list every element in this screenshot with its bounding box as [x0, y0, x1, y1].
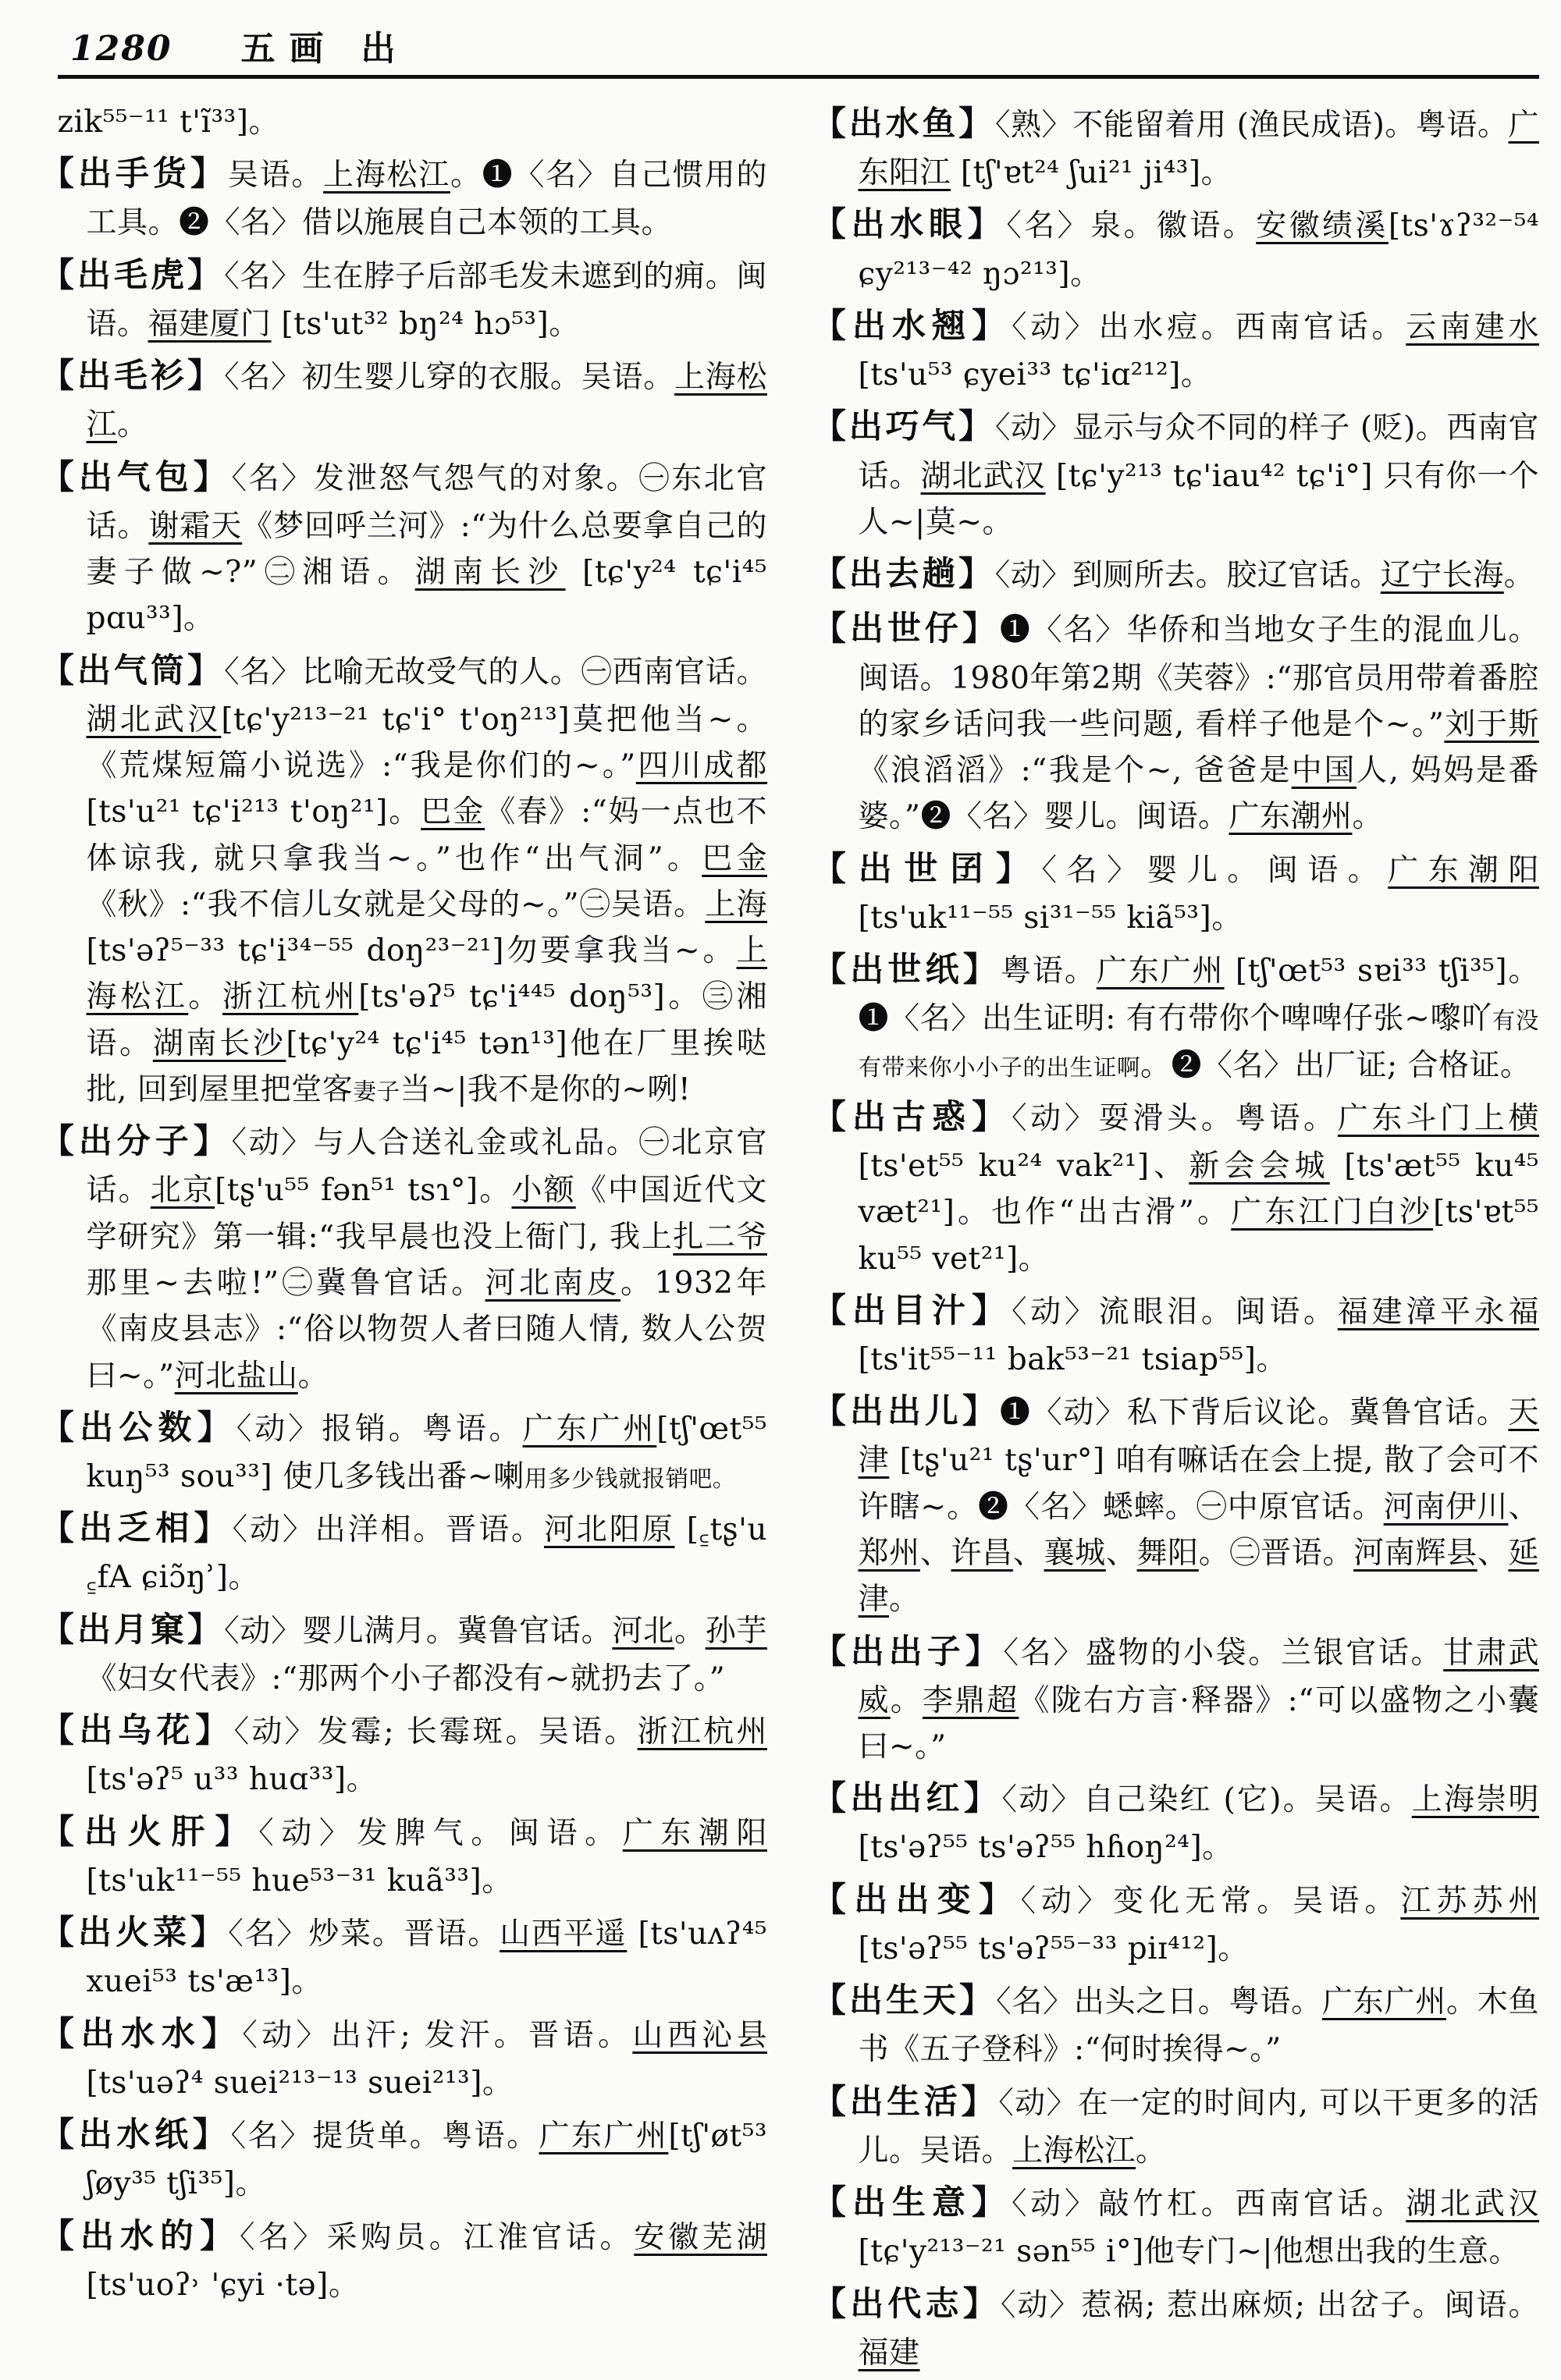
proper-noun-underline: 小额 — [511, 1173, 576, 1209]
dict-entry: 【出火肝】〈动〉发脾气。闽语。广东潮阳[ts'uk¹¹⁻⁵⁵ hue⁵³⁻³¹ kuã³³]。 — [41, 1812, 767, 1899]
proper-noun-underline: 巴金 — [702, 840, 767, 876]
proper-noun-underline: 谢霜天 — [148, 508, 243, 544]
headword: 【出去趟】 — [813, 555, 995, 595]
proper-noun-underline: 四川成都 — [635, 748, 767, 784]
proper-noun-underline: 广东潮阳 — [622, 1815, 767, 1851]
proper-noun-underline: 巴金 — [421, 794, 485, 830]
dict-entry: 【出巧气】〈动〉显示与众不同的样子 (贬)。西南官话。湖北武汉 [tɕ'y²¹³ tɕ'iau⁴² tɕ'i°] 只有你一个人~|莫~。 — [813, 407, 1539, 540]
dict-entry: 【出世纸】粤语。广东广州 [tʃ'œt⁵³ sɐi³³ tʃi³⁵]。❶〈名〉出生证明: 有冇带你个啤啤仔张~嚟吖有没有带来你小小子的出生证啊。❷〈名〉出厂证; 合格证。 — [813, 950, 1539, 1083]
headword: 【出生意】 — [813, 2183, 1012, 2223]
proper-noun-underline: 河北 — [612, 1613, 674, 1649]
dict-entry: 【出出变】〈动〉变化无常。吴语。江苏苏州 [ts'əʔ⁵⁵ ts'əʔ⁵⁵⁻³³ piɪ⁴¹²]。 — [813, 1880, 1539, 1966]
headword: 【出水翘】 — [813, 306, 1012, 346]
proper-noun-underline: 天津 — [858, 1395, 1539, 1479]
headword: 【出出红】 — [813, 1779, 1002, 1819]
proper-noun-underline: 舞阳 — [1136, 1536, 1199, 1572]
proper-noun-underline: 上海崇明 — [1411, 1782, 1539, 1818]
proper-noun-underline: 广东广州 — [539, 2119, 669, 2154]
proper-noun-underline: 广东阳江 — [858, 108, 1540, 191]
proper-noun-underline: 广东广州 — [522, 1411, 657, 1447]
small-gloss-text: 妻子 — [353, 1078, 400, 1105]
proper-noun-underline: 中国 — [1291, 753, 1357, 789]
right-column — [813, 99, 1539, 2380]
proper-noun-underline: 广东广州 — [1096, 954, 1225, 989]
proper-noun-underline: 安徽绩溪 — [1256, 208, 1389, 244]
proper-noun-underline: 广东斗门上横 — [1337, 1100, 1539, 1136]
proper-noun-underline: 福建厦门 — [148, 306, 272, 342]
proper-noun-underline: 安徽芜湖 — [634, 2219, 767, 2255]
headword: 【出毛衫】 — [41, 357, 225, 396]
headword: 【出火菜】 — [41, 1913, 229, 1953]
headword: 【出毛虎】 — [41, 255, 225, 295]
proper-noun-underline: 广东广州 — [1321, 1984, 1446, 2020]
headword: 【出目汁】 — [813, 1291, 1012, 1330]
dict-entry: 【出去趟】〈动〉到厕所去。胶辽官话。辽宁长海。 — [813, 555, 1535, 595]
proper-noun-underline: 新会会城 — [1189, 1149, 1330, 1185]
dict-entry: 【出乏相】〈动〉出洋相。晋语。河北阳原 [꜁tʂ'u ꜁fA ɕiɔ̃ŋʾ]。 — [41, 1509, 767, 1596]
proper-noun-underline: 河北阳原 — [543, 1512, 675, 1548]
headword: 【出水眼】 — [813, 205, 1007, 245]
proper-noun-underline: 上海松江 — [1012, 2133, 1136, 2169]
headword: 【出气包】 — [41, 457, 232, 497]
proper-noun-underline: 李鼎超 — [922, 1682, 1019, 1718]
headword: 【出分子】 — [41, 1122, 232, 1162]
dict-entry: 【出代志】〈动〉惹祸; 惹出麻烦; 出岔子。闽语。福建 — [813, 2284, 1539, 2371]
headword: 【出出儿】 — [813, 1392, 1000, 1432]
headword: 【出代志】 — [813, 2284, 1001, 2324]
headword: 【出火肝】 — [41, 1812, 259, 1852]
header-rule — [58, 75, 1539, 79]
dict-entry: 【出世仔】❶〈名〉华侨和当地女子生的混血儿。闽语。1980年第2期《芙蓉》:“那官员用带着番腔的家乡话问我一些问题, 看样子他是个~。”刘于斯《浪滔滔》:“我是个~, 爸爸是中国人, 妈妈是番婆。”❷〈名〉婴儿。闽语。广东潮州。 — [813, 609, 1539, 835]
left-column — [41, 99, 767, 2380]
headword: 【出乏相】 — [41, 1509, 233, 1549]
dict-entry: 【出世囝】〈名〉婴儿。闽语。广东潮阳 [ts'uk¹¹⁻⁵⁵ si³¹⁻⁵⁵ kiã⁵³]。 — [813, 849, 1539, 936]
proper-noun-underline: 云南建水 — [1406, 309, 1539, 345]
proper-noun-underline: 河北南皮 — [485, 1266, 621, 1301]
dict-entry: 【出水鱼】〈熟〉不能留着用 (渔民成语)。粤语。广东阳江 [tʃ'ɐt²⁴ ʃui²¹ ji⁴³]。 — [813, 105, 1540, 191]
proper-noun-underline: 郑州 — [858, 1536, 920, 1572]
page-header — [41, 20, 1539, 70]
continuation-text: zik⁵⁵⁻¹¹ t'ĩ³³]。 — [57, 105, 279, 140]
dict-entry: 【出水眼】〈名〉泉。徽语。安徽绩溪[ts'ɤʔ³²⁻⁵⁴ ɕy²¹³⁻⁴² ŋɔ²¹³]。 — [813, 205, 1539, 292]
headword: 【出水鱼】 — [813, 105, 995, 144]
proper-noun-underline: 湖北武汉 — [1406, 2186, 1539, 2222]
dict-entry: 【出水纸】〈名〉提货单。粤语。广东广州[tʃ'øt⁵³ ʃøy³⁵ tʃi³⁵]。 — [41, 2115, 767, 2202]
proper-noun-underline: 福建 — [858, 2335, 920, 2371]
headword: 【出生天】 — [813, 1981, 997, 2021]
headword: 【出水的】 — [41, 2216, 240, 2256]
proper-noun-underline: 襄城 — [1044, 1536, 1106, 1572]
dict-entry: 【出乌花】〈动〉发霉; 长霉斑。吴语。浙江杭州[ts'əʔ⁵ u³³ huɑ³³]。 — [41, 1711, 767, 1798]
proper-noun-underline: 福建漳平永福 — [1337, 1294, 1539, 1330]
headword: 【出出变】 — [813, 1880, 1021, 1920]
proper-noun-underline: 许昌 — [951, 1536, 1013, 1572]
proper-noun-underline: 浙江杭州 — [637, 1714, 767, 1750]
headword: 【出世囝】 — [813, 849, 1042, 889]
dict-entry: 【出出红】〈动〉自己染红 (它)。吴语。上海崇明 [ts'əʔ⁵⁵ ts'əʔ⁵⁵ hɦoŋ²⁴]。 — [813, 1779, 1539, 1866]
headword: 【出世仔】 — [813, 609, 1000, 649]
dict-entry: 【出生意】〈动〉敲竹杠。西南官话。湖北武汉 [tɕ'y²¹³⁻²¹ sən⁵⁵ i°]他专门~|他想出我的生意。 — [813, 2183, 1539, 2270]
headword: 【出生活】 — [813, 2082, 999, 2122]
proper-noun-underline: 上海松江 — [86, 360, 767, 443]
headword: 【出巧气】 — [813, 407, 995, 447]
proper-noun-underline: 江苏苏州 — [1400, 1883, 1539, 1919]
dict-entry: 【出水水】〈动〉出汗; 发汗。晋语。山西沁县 [ts'uəʔ⁴ suei²¹³⁻¹³ suei²¹³]。 — [41, 2014, 767, 2101]
headword: 【出水水】 — [41, 2014, 243, 2054]
proper-noun-underline: 广东潮州 — [1229, 799, 1353, 835]
headword: 【出公数】 — [41, 1408, 236, 1448]
stroke-count-section: 五画 — [240, 29, 338, 69]
dict-entry: 【出出子】〈名〉盛物的小袋。兰银官话。甘肃武威。李鼎超《陇右方言·释器》:“可以盛物之小囊曰~。” — [813, 1632, 1539, 1765]
dict-entry: 【出生天】〈名〉出头之日。粤语。广东广州。木鱼书《五子登科》:“何时挨得~。” — [813, 1981, 1539, 2068]
headword: 【出世纸】 — [813, 950, 1001, 990]
dict-entry: 【出古惑】〈动〉耍滑头。粤语。广东斗门上横 [ts'et⁵⁵ ku²⁴ vak²¹]、新会会城 [ts'æt⁵⁵ ku⁴⁵ væt²¹]。也作“出古滑”。广东江门白沙[ts'ɐt⁵⁵ ku⁵⁵ vet²¹]。 — [813, 1097, 1539, 1277]
dict-entry: 【出出儿】❶〈动〉私下背后议论。冀鲁官话。天津 [tʂ'u²¹ tʂ'ur°] 咱有嘛话在会上提, 散了会可不许瞎~。❷〈名〉蟋蟀。㊀中原官话。河南伊川、郑州、许昌、襄城、舞阳。㊁晋语。河南辉县、延津。 — [813, 1392, 1539, 1618]
proper-noun-underline: 甘肃武威 — [858, 1635, 1539, 1718]
section-character: 出 — [361, 29, 396, 69]
headword: 【出水纸】 — [41, 2115, 231, 2155]
proper-noun-underline: 广东江门白沙 — [1231, 1195, 1434, 1231]
headword: 【出出子】 — [813, 1632, 1004, 1671]
proper-noun-underline: 扎二爷 — [673, 1219, 767, 1255]
proper-noun-underline: 河南辉县 — [1353, 1536, 1477, 1572]
proper-noun-underline: 山西沁县 — [632, 2017, 767, 2053]
dict-entry: 【出毛衫】〈名〉初生婴儿穿的衣服。吴语。上海松江。 — [41, 357, 767, 443]
dict-entry: 【出水翘】〈动〉出水痘。西南官话。云南建水[ts'u⁵³ ɕyei³³ tɕ'iɑ²¹²]。 — [813, 306, 1539, 393]
dict-entry: 【出火菜】〈名〉炒菜。晋语。山西平遥 [ts'uʌʔ⁴⁵ xuei⁵³ ts'æ¹³]。 — [41, 1913, 767, 2000]
proper-noun-underline: 河南伊川 — [1383, 1489, 1509, 1525]
proper-noun-underline: 北京 — [150, 1173, 215, 1209]
dict-entry: 【出气筒】〈名〉比喻无故受气的人。㊀西南官话。湖北武汉[tɕ'y²¹³⁻²¹ tɕ'i° t'oŋ²¹³]莫把他当~。《荒煤短篇小说选》:“我是你们的~。”四川成都 [ts'u²¹ tɕ'i²¹³ t'oŋ²¹]。巴金《春》:“妈一点也不体谅我, 就只拿我当~。”也作“出气洞”。巴金《秋》:“我不信儿女就是父母的~。”㊁吴语。上海 [ts'əʔ⁵⁻³³ tɕ'i³⁴⁻⁵⁵ doŋ²³⁻²¹]勿要拿我当~。上海松江。浙江杭州[ts'əʔ⁵ tɕ'i⁴⁴⁵ doŋ⁵³]。㊂湘语。湖南长沙[tɕ'y²⁴ tɕ'i⁴⁵ tən¹³]他在厂里挨哒批, 回到屋里把堂客妻子当~|我不是你的~咧! — [41, 651, 768, 1107]
proper-noun-underline: 上海 — [705, 886, 767, 922]
headword: 【出乌花】 — [41, 1711, 234, 1751]
proper-noun-underline: 湖北武汉 — [86, 702, 222, 737]
proper-noun-underline: 孙芋 — [705, 1613, 767, 1649]
proper-noun-underline: 河北盐山 — [174, 1358, 298, 1394]
dict-entry: 【出目汁】〈动〉流眼泪。闽语。福建漳平永福[ts'it⁵⁵⁻¹¹ bak⁵³⁻²¹ tsiap⁵⁵]。 — [813, 1291, 1539, 1378]
dict-entry: 【出手货】吴语。上海松江。❶〈名〉自己惯用的工具。❷〈名〉借以施展自己本领的工具。 — [41, 155, 767, 241]
proper-noun-underline: 辽宁长海 — [1380, 558, 1504, 594]
dict-entry: 【出生活】〈动〉在一定的时间内, 可以干更多的活儿。吴语。上海松江。 — [813, 2082, 1540, 2169]
proper-noun-underline: 上海松江 — [86, 933, 767, 1015]
proper-noun-underline: 湖南长沙 — [152, 1025, 286, 1061]
proper-noun-underline: 湖北武汉 — [920, 458, 1046, 494]
dict-entry: 【出水的】〈名〉采购员。江淮官话。安徽芜湖 [ts'uoʔ˒ 'ɕyi ·tə]。 — [41, 2216, 767, 2303]
proper-noun-underline: 湖南长沙 — [414, 555, 566, 591]
headword: 【出气筒】 — [41, 651, 225, 691]
dict-entry: 【出月窠】〈动〉婴儿满月。冀鲁官话。河北。孙芋《妇女代表》:“那两个小子都没有~就扔去了。” — [41, 1610, 767, 1696]
proper-noun-underline: 山西平遥 — [500, 1916, 628, 1952]
small-gloss-text: 用多少钱就报销吧。 — [524, 1465, 736, 1492]
proper-noun-underline: 延津 — [858, 1536, 1539, 1618]
text-columns — [41, 99, 1539, 2380]
page-number: 1280 — [70, 29, 172, 69]
dict-entry: 【出毛虎】〈名〉生在脖子后部毛发未遮到的痈。闽语。福建厦门 [ts'ut³² bŋ²⁴ hɔ⁵³]。 — [41, 255, 767, 342]
headword: 【出手货】 — [41, 155, 228, 194]
proper-noun-underline: 广东潮阳 — [1388, 852, 1539, 888]
proper-noun-underline: 上海松江 — [323, 158, 450, 194]
dict-entry: 【出公数】〈动〉报销。粤语。广东广州[tʃ'œt⁵⁵ kuŋ⁵³ sou³³] 使几多钱出番~喇用多少钱就报销吧。 — [41, 1408, 767, 1494]
dict-entry: 【出气包】〈名〉发泄怒气怨气的对象。㊀东北官话。谢霜天《梦回呼兰河》:“为什么总要拿自己的妻子做~?”㊁湘语。湖南长沙 [tɕ'y²⁴ tɕ'i⁴⁵ pɑu³³]。 — [41, 457, 767, 637]
small-gloss-text: 有没有带来你小小子的出生证啊 — [858, 1007, 1539, 1081]
proper-noun-underline: 刘于斯 — [1444, 706, 1539, 742]
proper-noun-underline: 浙江杭州 — [222, 979, 359, 1015]
dict-entry: 【出分子】〈动〉与人合送礼金或礼品。㊀北京官话。北京[tʂ'u⁵⁵ fən⁵¹ tsɿ°]。小额《中国近代文学研究》第一辑:“我早晨也没上衙门, 我上扎二爷那里~去啦!”㊁冀鲁官话。河北南皮。1932年《南皮县志》:“俗以物贺人者曰随人情, 数人公贺曰~。”河北盐山。 — [41, 1122, 767, 1394]
headword: 【出月窠】 — [41, 1610, 225, 1650]
headword: 【出古惑】 — [813, 1097, 1012, 1137]
